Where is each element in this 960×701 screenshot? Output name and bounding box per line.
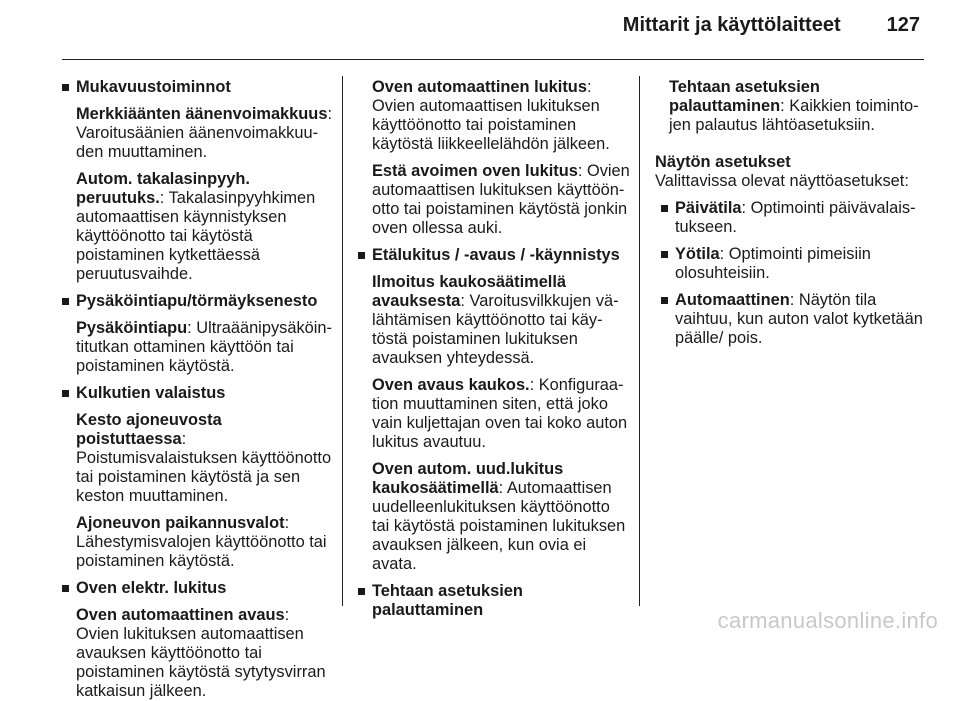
setting-term: Kesto ajoneuvosta poistuttaessa bbox=[76, 411, 222, 448]
column-1 bbox=[62, 78, 332, 701]
setting-text: : Ovien lukituksen automaattisen avauksen käyttöönotto tai poistaminen käytöstä sytytysvirran katkaisun jälkeen. bbox=[76, 606, 326, 700]
setting-text: : Ultraäänipysäköintitutkan ottaminen käyttöön tai poistaminen käytöstä. bbox=[76, 319, 332, 375]
watermark: carmanualsonline.info bbox=[717, 608, 938, 633]
setting-entry bbox=[76, 514, 332, 571]
option-bullet bbox=[661, 199, 925, 237]
setting-term: Ajoneuvon paikannusvalot bbox=[76, 514, 285, 532]
setting-text: : Kaikkien toimintojen palautus lähtöasetuksiin. bbox=[669, 97, 919, 134]
option-text: : Optimointi pimeisiin olosuhteisiin. bbox=[675, 245, 871, 282]
page-number: 127 bbox=[886, 14, 920, 36]
setting-text: : Varoitusvilkkujen välähtämisen käyttöönotto tai käytöstä poistaminen lukituksen avauksen yhteydessä. bbox=[372, 292, 619, 367]
setting-term: Oven avaus kaukos. bbox=[372, 376, 530, 394]
subsection-heading: Näytön asetukset bbox=[655, 153, 791, 171]
setting-term: Tehtaan asetuksien palauttaminen bbox=[669, 78, 820, 115]
setting-term: Oven automaattinen avaus bbox=[76, 606, 285, 624]
section-heading: Etälukitus / -avaus / -käynnistys bbox=[358, 246, 630, 265]
setting-entry bbox=[76, 606, 332, 701]
column-divider-2 bbox=[639, 76, 640, 606]
setting-text: : Poistumisvalaistuksen käyttöönotto tai poistaminen käytöstä ja sen keston muuttaminen. bbox=[76, 430, 332, 505]
setting-term: Oven automaattinen lukitus bbox=[372, 78, 587, 96]
setting-entry bbox=[372, 376, 630, 452]
setting-term: Autom. takalasinpyyh. peruutuks. bbox=[76, 170, 250, 207]
setting-text: : Lähestymisvalojen käyttöönotto tai poistaminen käytöstä. bbox=[76, 514, 327, 570]
setting-text: : Ovien automaattisen lukituksen käyttöönotto tai poistaminen käytöstä liikkeellelähdön jälkeen. bbox=[372, 78, 610, 153]
column-2 bbox=[358, 78, 630, 620]
setting-term: Ilmoitus kaukosäätimellä avauksesta bbox=[372, 273, 567, 310]
setting-entry bbox=[76, 411, 332, 506]
intro-text: Valittavissa olevat näyttöasetukset: bbox=[655, 172, 909, 190]
option-term: Automaattinen bbox=[675, 291, 790, 309]
option-bullet bbox=[661, 245, 925, 283]
setting-text: : Automaattisen uudelleenlukituksen käyttöönotto tai käytöstä poistaminen lukituksen avauksen jälkeen, kun ovia ei avata. bbox=[372, 479, 626, 573]
section-heading: Oven elektr. lukitus bbox=[62, 579, 332, 598]
section-heading: Mukavuustoiminnot bbox=[62, 78, 332, 97]
setting-entry bbox=[372, 162, 630, 238]
page-title: Mittarit ja käyttölaitteet bbox=[622, 14, 841, 36]
section-heading: Pysäköintiapu/törmäyksenesto bbox=[62, 292, 332, 311]
setting-text: : Takalasinpyyhkimen automaattisen käynnistyksen käyttöönotto tai käytöstä poistaminen kytkettäessä peruutusvaihde. bbox=[76, 189, 316, 283]
column-3 bbox=[655, 78, 925, 348]
setting-entry bbox=[76, 319, 332, 376]
setting-term: Merkkiäänten äänenvoimakkuus bbox=[76, 105, 328, 123]
setting-text: : Konfiguraation muuttaminen siten, että joko vain kuljettajan oven tai koko auton lukitus avautuu. bbox=[372, 376, 628, 451]
section-heading: Tehtaan asetuksien palauttaminen bbox=[358, 582, 630, 620]
setting-term: Pysäköintiapu bbox=[76, 319, 188, 337]
setting-term: Estä avoimen oven lukitus bbox=[372, 162, 578, 180]
section-heading: Kulkutien valaistus bbox=[62, 384, 332, 403]
setting-entry bbox=[76, 105, 332, 162]
column-divider-1 bbox=[342, 76, 343, 606]
setting-entry bbox=[76, 170, 332, 284]
page-header bbox=[623, 14, 920, 37]
setting-term: Oven autom. uud.lukitus kaukosäätimellä bbox=[372, 460, 564, 497]
setting-entry bbox=[669, 78, 925, 135]
setting-text: : Varoitusäänien äänenvoimakkuuden muuttaminen. bbox=[76, 105, 332, 161]
setting-entry bbox=[372, 460, 630, 574]
option-text: : Näytön tila vaihtuu, kun auton valot kytketään päälle/ pois. bbox=[675, 291, 923, 347]
option-bullet bbox=[661, 291, 925, 348]
setting-entry bbox=[372, 273, 630, 368]
option-text: : Optimointi päivävalaistukseen. bbox=[675, 199, 916, 236]
option-term: Päivätila bbox=[675, 199, 742, 217]
header-rule bbox=[62, 59, 924, 60]
setting-text: : Ovien automaattisen lukituksen käyttöönotto tai poistaminen käytöstä jonkin oven ollessa auki. bbox=[372, 162, 630, 237]
setting-entry bbox=[372, 78, 630, 154]
option-term: Yötila bbox=[675, 245, 720, 263]
